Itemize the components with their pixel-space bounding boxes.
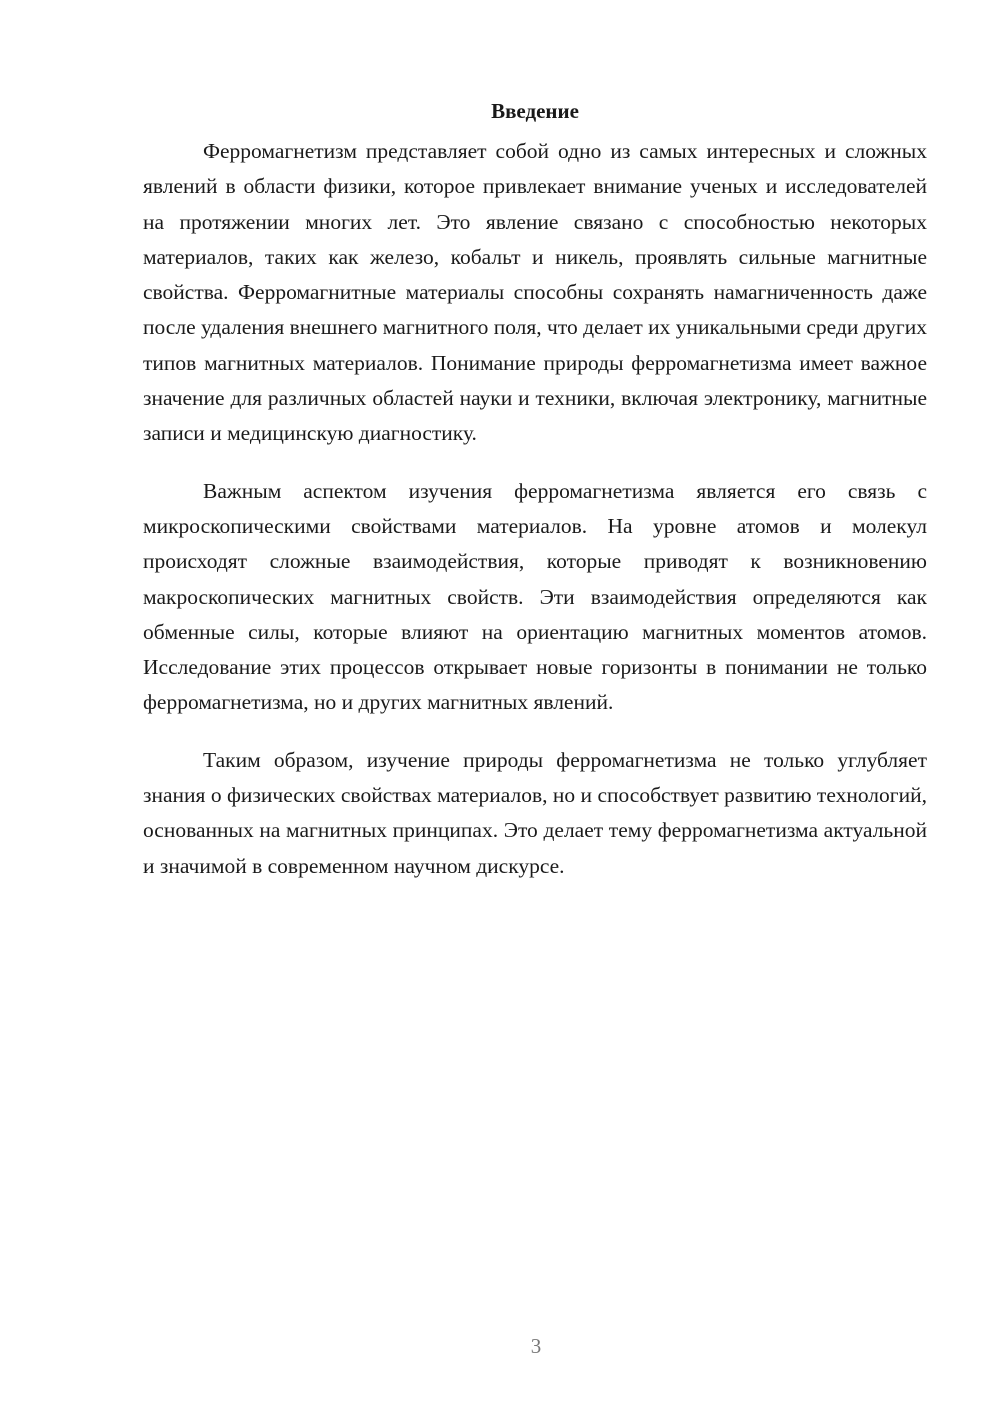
paragraph-2: Важным аспектом изучения ферромагнетизма является его связь с микроскопическими свойствами материалов. На уровне атомов и молекул происходят сложные взаимодействия, которые приводят к возникновению макроскопических магнитных свойств. Эти взаимодействия определяются как обменные силы, которые влияют на ориентацию магнитных моментов атомов. Исследование этих процессов открывает новые горизонты в понимании не только ферромагнетизма, но и других магнитных явлений. <box>143 478 927 715</box>
page-number: 3 <box>530 1334 542 1358</box>
paragraph-1: Ферромагнетизм представляет собой одно из самых интересных и сложных явлений в области физики, которое привлекает внимание ученых и исследователей на протяжении многих лет. Это явление связано с способностью некоторых материалов, таких как железо, кобальт и никель, проявлять сильные магнитные свойства. Ферромагнитные материалы способны сохранять намагниченность даже после удаления внешнего магнитного поля, что делает их уникальными среди других типов магнитных материалов. Понимание природы ферромагнетизма имеет важное значение для различных областей науки и техники, включая электронику, магнитные записи и медицинскую диагностику. <box>143 139 927 446</box>
page-content <box>143 96 927 906</box>
paragraph-3: Таким образом, изучение природы ферромагнетизма не только углубляет знания о физических свойствах материалов, но и способствует развитию технологий, основанных на магнитных принципах. Это делает тему ферромагнетизма актуальной и значимой в современном научном дискурсе. <box>143 747 927 878</box>
section-heading: Введение <box>491 99 579 123</box>
